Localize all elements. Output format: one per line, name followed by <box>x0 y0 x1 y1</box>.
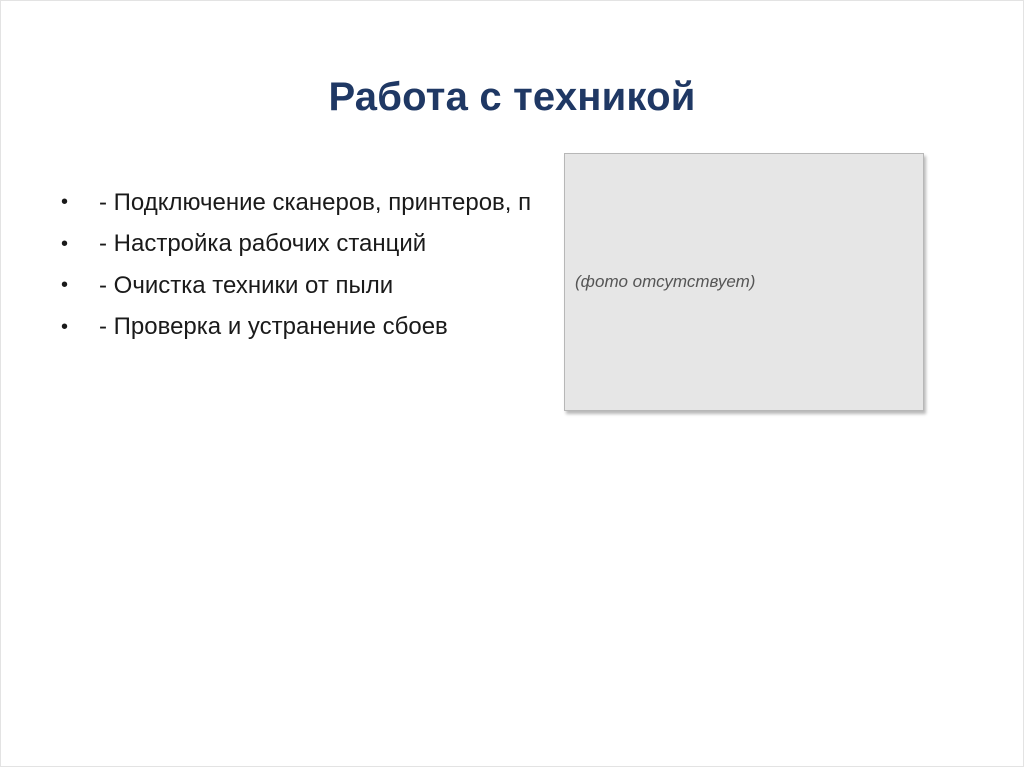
bullet-text: - Проверка и устранение сбоев <box>99 313 448 341</box>
bullet-icon: • <box>61 315 69 338</box>
slide-title: Работа с техникой <box>328 75 696 119</box>
bullet-text: - Подключение сканеров, принтеров, п <box>99 188 532 216</box>
list-item <box>61 265 581 307</box>
bullet-list <box>61 182 581 348</box>
bullet-icon: • <box>61 191 69 214</box>
photo-caption: (фото отсутствует) <box>575 272 756 291</box>
list-item <box>61 224 581 266</box>
bullet-icon: • <box>61 232 69 255</box>
bullet-text: - Очистка техники от пыли <box>99 271 394 299</box>
list-item <box>61 307 581 349</box>
photo-placeholder <box>564 153 924 411</box>
list-item <box>61 182 581 224</box>
bullet-icon: • <box>61 274 69 297</box>
bullet-text: - Настройка рабочих станций <box>99 230 427 258</box>
